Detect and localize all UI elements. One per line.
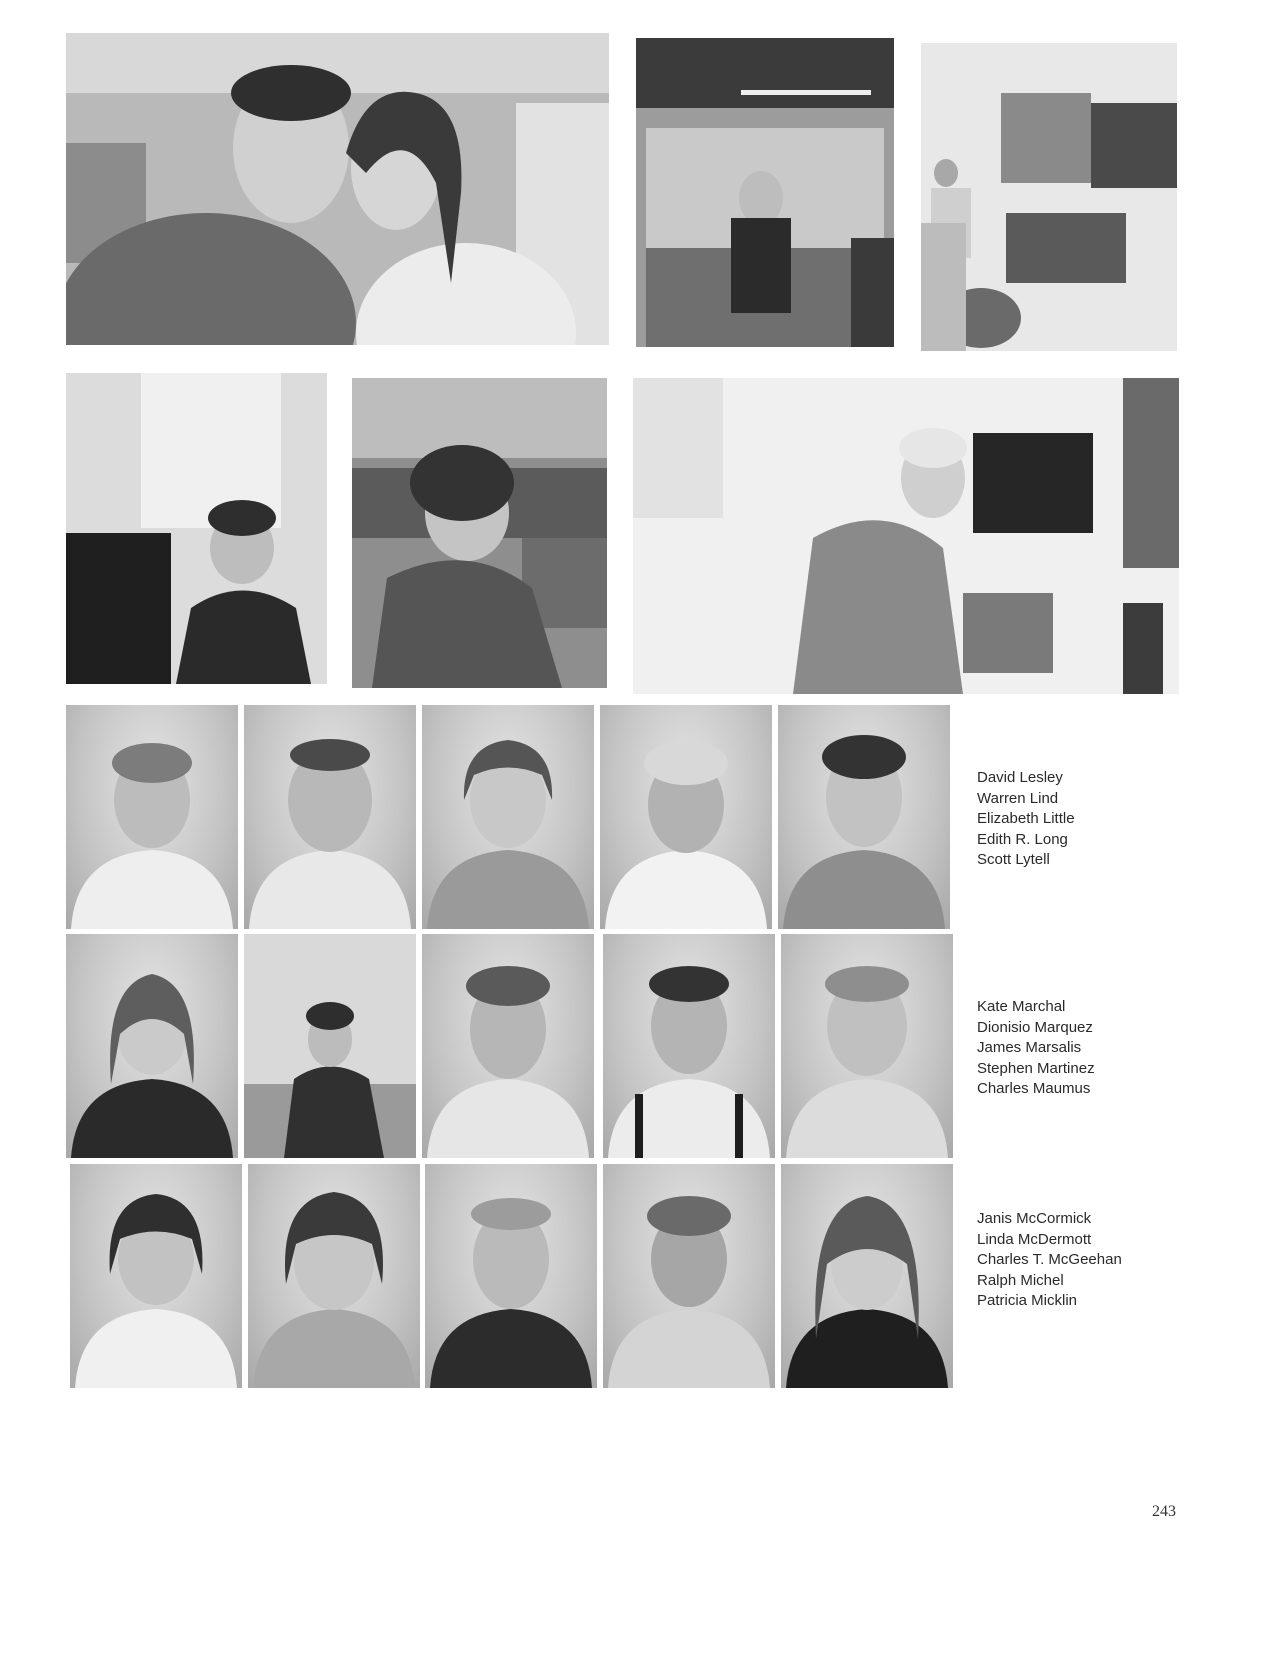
portrait-photo: [778, 705, 950, 929]
portrait-photo: [244, 705, 416, 929]
person-name: Edith R. Long: [977, 830, 1068, 848]
portrait-photo: [422, 705, 594, 929]
candid-photo-man-at-computer: [66, 373, 327, 684]
person-name: Patricia Micklin: [977, 1292, 1078, 1309]
portrait-photo: [66, 934, 238, 1158]
person-name: Charles Maumus: [977, 1080, 1091, 1097]
person-name: Elizabeth Little: [977, 810, 1075, 827]
person-name: David Lesley: [977, 769, 1063, 786]
candid-photo-woman-at-desk: [921, 43, 1177, 351]
person-name: Kate Marchal: [977, 998, 1066, 1015]
candid-photo-man-at-coffee-machine: [633, 378, 1179, 694]
portrait-photo: [244, 934, 416, 1158]
person-name: Dionisio Marquez: [977, 1018, 1093, 1036]
portrait-photo: [70, 1164, 242, 1388]
portrait-photo: [66, 705, 238, 929]
names-list-row-3: [977, 1209, 1177, 1312]
portrait-photo: [781, 934, 953, 1158]
person-name: Scott Lytell: [977, 851, 1050, 868]
portrait-photo: [603, 1164, 775, 1388]
person-name: Charles T. McGeehan: [977, 1251, 1122, 1268]
person-name: Janis McCormick: [977, 1210, 1092, 1227]
person-name: James Marsalis: [977, 1039, 1082, 1056]
candid-photo-woman-in-library: [352, 378, 607, 688]
portrait-photo: [425, 1164, 597, 1388]
person-name: Stephen Martinez: [977, 1059, 1095, 1077]
page-number: 243: [1152, 1503, 1176, 1520]
candid-photo-man-in-classroom: [636, 38, 894, 347]
names-list-row-1: [977, 768, 1177, 871]
portrait-photo: [422, 934, 594, 1158]
person-name: Warren Lind: [977, 789, 1059, 807]
portrait-photo: [781, 1164, 953, 1388]
names-list-row-2: [977, 997, 1177, 1100]
portrait-photo: [600, 705, 772, 929]
candid-photo-man-and-student: [66, 33, 609, 345]
person-name: Ralph Michel: [977, 1271, 1064, 1289]
portrait-photo: [603, 934, 775, 1158]
person-name: Linda McDermott: [977, 1230, 1092, 1248]
portrait-photo: [248, 1164, 420, 1388]
